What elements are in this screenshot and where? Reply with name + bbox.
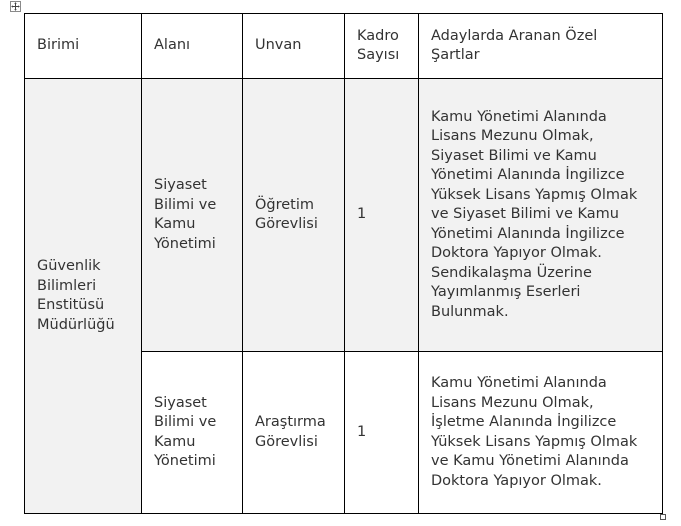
table-move-handle-icon[interactable] [10, 1, 21, 12]
table-row [25, 79, 663, 352]
table-resize-handle-icon[interactable] [660, 514, 666, 520]
header-requirements: Adaylarda Aranan Özel Şartlar [419, 14, 663, 79]
title-cell: Araştırma Görevlisi [243, 352, 345, 514]
field-cell: Siyaset Bilimi ve Kamu Yönetimi [142, 79, 243, 352]
quota-cell: 1 [345, 352, 419, 514]
header-title: Unvan [243, 14, 345, 79]
header-unit: Birimi [25, 14, 142, 79]
requirements-cell: Kamu Yönetimi Alanında Lisans Mezunu Olmak, Siyaset Bilimi ve Kamu Yönetimi Alanında İngilizce Yüksek Lisans Yapmış Olmak ve Siyaset Bilimi ve Kamu Yönetimi Alanında İngilizce Doktora Yapıyor Olmak. Sendikalaşma Üzerine Yayımlanmış Eserleri Bulunmak. [419, 79, 663, 352]
requirements-cell: Kamu Yönetimi Alanında Lisans Mezunu Olmak, İşletme Alanında İngilizce Yüksek Lisans Yapmış Olmak ve Kamu Yönetimi Alanında Doktora Yapıyor Olmak. [419, 352, 663, 514]
title-cell: Öğretim Görevlisi [243, 79, 345, 352]
header-row [25, 14, 663, 79]
field-cell: Siyaset Bilimi ve Kamu Yönetimi [142, 352, 243, 514]
quota-cell: 1 [345, 79, 419, 352]
positions-table [24, 13, 663, 514]
header-field: Alanı [142, 14, 243, 79]
unit-cell: Güvenlik Bilimleri Enstitüsü Müdürlüğü [25, 79, 142, 514]
header-quota: Kadro Sayısı [345, 14, 419, 79]
